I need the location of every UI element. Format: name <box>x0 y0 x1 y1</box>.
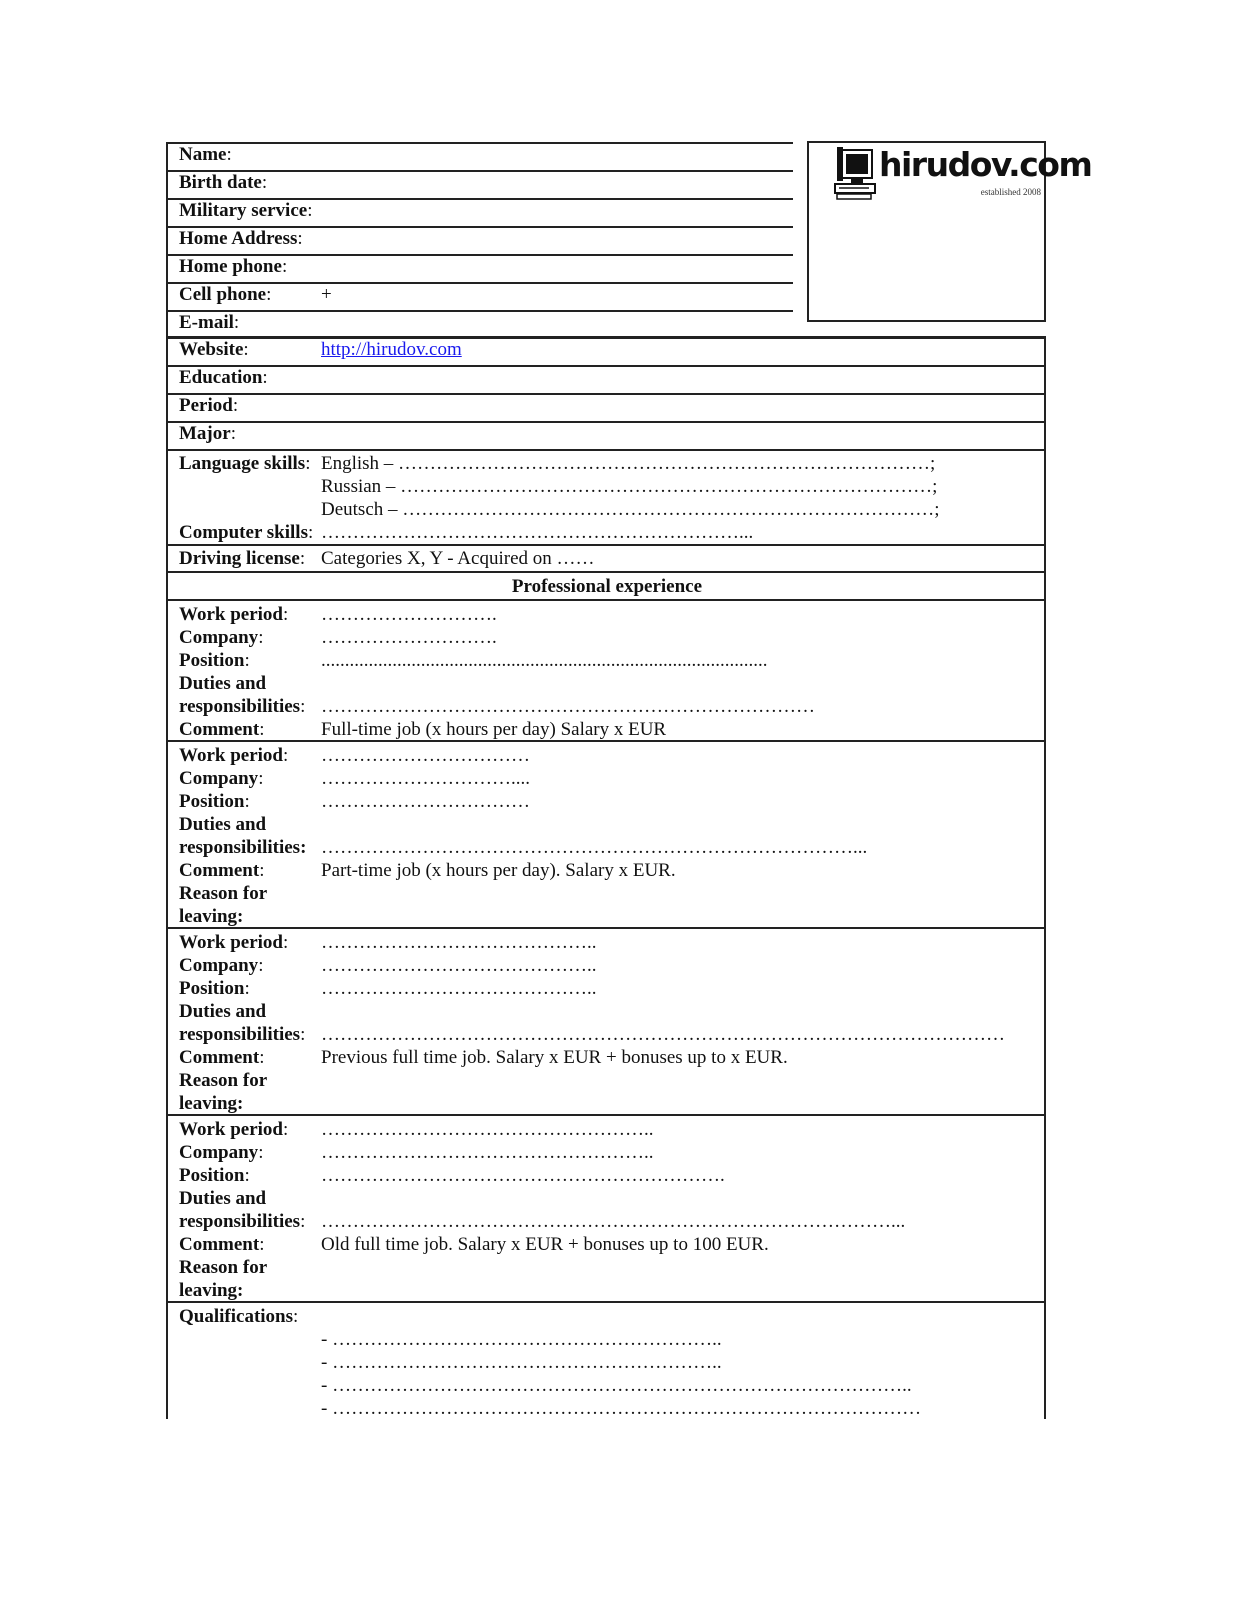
duties-label-2: responsibilities: <box>179 837 307 858</box>
comment-label: Comment: <box>179 1234 265 1255</box>
qualification-item: - …………………………………………………….. <box>321 1352 722 1373</box>
work-period-value: …………………………… <box>321 745 530 766</box>
company-label: Company: <box>179 768 264 789</box>
duties-value: ………………………………………………………………………………... <box>321 1211 906 1232</box>
driving-license-row <box>168 544 1046 572</box>
duties-label-1: Duties and <box>179 673 267 694</box>
name-label: Name: <box>179 144 232 165</box>
company-value: …………………………………….. <box>321 955 597 976</box>
birth-date-row <box>168 170 793 192</box>
company-value: ………………………. <box>321 627 497 648</box>
work-period-value: ………………………. <box>321 604 497 625</box>
birth-date-label: Birth date: <box>179 172 268 193</box>
work-period-label: Work period: <box>179 745 289 766</box>
work-period-value: …………………………………….. <box>321 932 597 953</box>
duties-value: ……………………………………………………………………………………………… <box>321 1024 1005 1045</box>
home-phone-row <box>168 254 793 276</box>
duties-label-2: responsibilities: <box>179 696 306 717</box>
skills-block <box>168 449 1046 545</box>
position-label: Position: <box>179 1165 250 1186</box>
comment-label: Comment: <box>179 1047 265 1068</box>
duties-label-1: Duties and <box>179 1001 267 1022</box>
home-phone-label: Home phone: <box>179 256 288 277</box>
driving-license-label: Driving license: <box>179 548 306 569</box>
reason-label-2: leaving: <box>179 1280 244 1301</box>
cell-phone-label: Cell phone: <box>179 284 272 305</box>
company-label: Company: <box>179 1142 264 1163</box>
education-row <box>168 365 1046 387</box>
table-left-border <box>166 142 168 1419</box>
driving-license-value: Categories X, Y - Acquired on …… <box>321 548 595 569</box>
comment-value: Previous full time job. Salary x EUR + bonuses up to x EUR. <box>321 1047 788 1068</box>
qualifications-block <box>168 1301 1046 1419</box>
cell-phone-row <box>168 282 793 304</box>
logo-subtitle: established 2008 <box>980 187 1041 197</box>
duties-label-1: Duties and <box>179 1188 267 1209</box>
company-label: Company: <box>179 955 264 976</box>
table-right-border <box>1044 337 1046 1419</box>
logo-box <box>807 141 1092 322</box>
qualification-item: - ……………………………………………………………………………….. <box>321 1375 912 1396</box>
work-period-label: Work period: <box>179 1119 289 1140</box>
comment-value: Part-time job (x hours per day). Salary x EUR. <box>321 860 676 881</box>
email-label: E-mail: <box>179 312 240 333</box>
comment-label: Comment: <box>179 719 265 740</box>
website-row <box>168 337 1046 359</box>
logo-text: hirudov.com <box>879 145 1092 184</box>
company-value: ………………………….... <box>321 768 530 789</box>
duties-label-2: responsibilities: <box>179 1024 306 1045</box>
job-block <box>168 927 1046 1115</box>
language-russian: Russian – …………………………………………………………………………; <box>321 476 938 497</box>
email-row <box>168 310 793 332</box>
period-label: Period: <box>179 395 239 416</box>
work-period-label: Work period: <box>179 604 289 625</box>
comment-label: Comment: <box>179 860 265 881</box>
major-row <box>168 421 1046 443</box>
computer-icon <box>833 147 879 201</box>
duties-value: …………………………………………………………………… <box>321 696 815 717</box>
position-value: …………………………… <box>321 791 530 812</box>
computer-skills-label: Computer skills: <box>179 522 314 543</box>
position-label: Position: <box>179 650 250 671</box>
position-value: …………………………………….. <box>321 978 597 999</box>
job-block <box>168 1114 1046 1302</box>
position-value: ………………………………………………………. <box>321 1165 725 1186</box>
major-label: Major: <box>179 423 236 444</box>
website-link[interactable]: http://hirudov.com <box>321 339 462 360</box>
military-service-label: Military service: <box>179 200 313 221</box>
comment-value: Full-time job (x hours per day) Salary x EUR <box>321 719 667 740</box>
period-row <box>168 393 1046 415</box>
reason-label-2: leaving: <box>179 1093 244 1114</box>
duties-label-2: responsibilities: <box>179 1211 306 1232</box>
language-deutsch: Deutsch – …………………………………………………………………………; <box>321 499 940 520</box>
experience-title-row <box>168 571 1046 600</box>
position-label: Position: <box>179 978 250 999</box>
reason-label-2: leaving: <box>179 906 244 927</box>
qualification-item: - ………………………………………………………………………………… <box>321 1398 922 1419</box>
cell-phone-value: + <box>321 284 332 305</box>
work-period-value: …………………………………………….. <box>321 1119 654 1140</box>
website-label: Website: <box>179 339 249 360</box>
position-label: Position: <box>179 791 250 812</box>
experience-title: Professional experience <box>511 576 703 597</box>
education-label: Education: <box>179 367 268 388</box>
qualification-item: - …………………………………………………….. <box>321 1329 722 1350</box>
reason-label-1: Reason for <box>179 883 268 904</box>
comment-value: Old full time job. Salary x EUR + bonuses up to 100 EUR. <box>321 1234 769 1255</box>
reason-label-1: Reason for <box>179 1070 268 1091</box>
qualifications-label: Qualifications: <box>179 1306 299 1327</box>
military-service-row <box>168 198 793 220</box>
table-divider <box>166 336 1046 338</box>
duties-label-1: Duties and <box>179 814 267 835</box>
language-english: English – …………………………………………………………………………; <box>321 453 936 474</box>
company-value: …………………………………………….. <box>321 1142 654 1163</box>
work-period-label: Work period: <box>179 932 289 953</box>
home-address-row <box>168 226 793 248</box>
job-block <box>168 740 1046 928</box>
reason-label-1: Reason for <box>179 1257 268 1278</box>
computer-skills-value: …………………………………………………………... <box>321 522 754 543</box>
company-label: Company: <box>179 627 264 648</box>
duties-value: …………………………………………………………………………... <box>321 837 868 858</box>
job-block <box>168 599 1046 741</box>
name-row <box>168 142 793 164</box>
position-value: .............................................................................................. <box>321 650 768 671</box>
home-address-label: Home Address: <box>179 228 303 249</box>
language-skills-label: Language skills: <box>179 453 311 474</box>
